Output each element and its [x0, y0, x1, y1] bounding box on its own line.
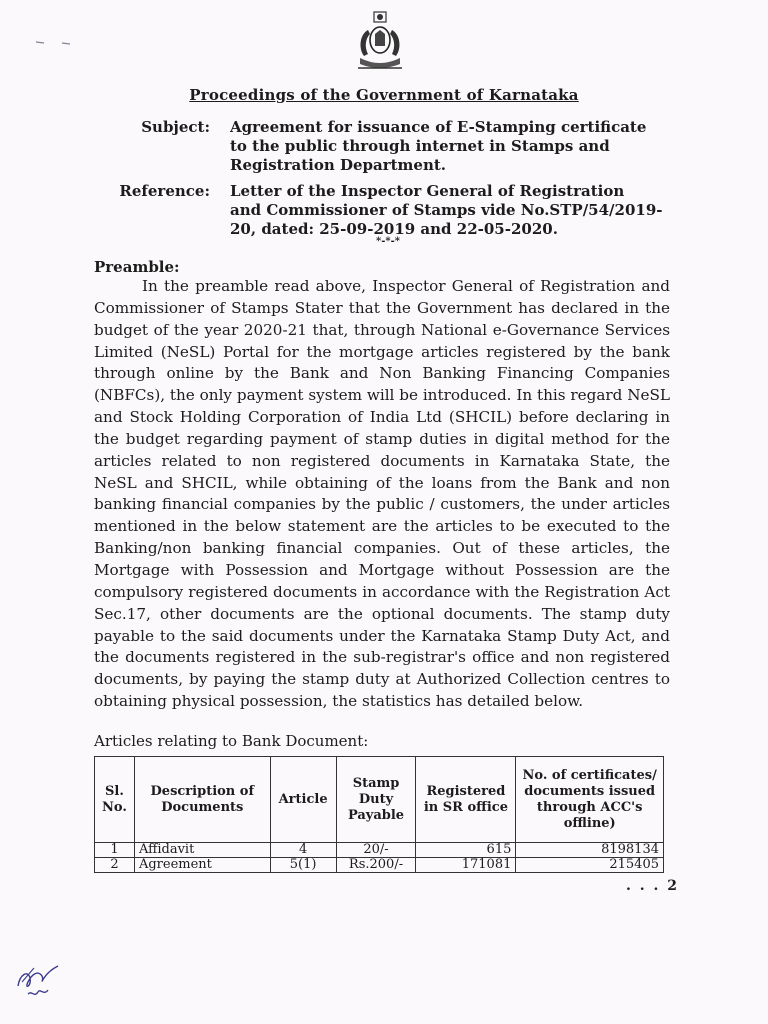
reference-label: Reference:	[119, 182, 210, 200]
subject-line-3: Registration Department.	[230, 156, 447, 174]
subject-line-1: Agreement for issuance of E-Stamping certificate	[230, 118, 647, 136]
cell-description: Agreement	[134, 858, 270, 873]
preamble-heading: Preamble:	[94, 258, 180, 276]
articles-caption: Articles relating to Bank Document:	[94, 732, 369, 750]
cell-certificates: 8198134	[516, 843, 664, 858]
header-registered: Registered in SR office	[416, 757, 516, 843]
cell-stamp-duty: 20/-	[336, 843, 416, 858]
bank-documents-table	[94, 756, 664, 873]
page-continuation: . . . 2	[626, 878, 679, 894]
state-emblem-icon	[346, 8, 414, 76]
header-description: Description of Documents	[134, 757, 270, 843]
cell-certificates: 215405	[516, 858, 664, 873]
cell-sl-no: 2	[95, 858, 135, 873]
cell-article: 5(1)	[270, 858, 336, 873]
cell-stamp-duty: Rs.200/-	[336, 858, 416, 873]
scan-mark	[36, 40, 72, 46]
cell-article: 4	[270, 843, 336, 858]
header-sl-no: Sl. No.	[95, 757, 135, 843]
reference-line-1: Letter of the Inspector General of Registration	[230, 182, 625, 200]
header-article: Article	[270, 757, 336, 843]
cell-registered: 171081	[416, 858, 516, 873]
handwritten-signature-icon	[14, 960, 64, 1002]
header-stamp-duty: Stamp Duty Payable	[336, 757, 416, 843]
page-title: Proceedings of the Government of Karnataka	[189, 86, 579, 104]
cell-sl-no: 1	[95, 843, 135, 858]
reference-line-3: 20, dated: 25-09-2019 and 22-05-2020.	[230, 220, 558, 238]
subject-line-2: to the public through internet in Stamps and	[230, 137, 610, 155]
reference-line-2: and Commissioner of Stamps vide No.STP/54/2019-	[230, 201, 663, 219]
table-row	[95, 843, 664, 858]
section-separator: *-*-*	[376, 236, 400, 247]
table-header-row	[95, 757, 664, 843]
cell-description: Affidavit	[134, 843, 270, 858]
preamble-body: In the preamble read above, Inspector General of Registration and Commissioner of Stamps Stater that the Government has declared in the budget of the year 2020-21 that, through National e-Governance Services Limited (NeSL) Portal for the mortgage articles registered by the bank through online by the Bank and Non Banking Financing Companies (NBFCs), the only payment system will be introduced. In this regard NeSL and Stock Holding Corporation of India Ltd (SHCIL) before declaring in the budget regarding payment of stamp duties in digital method for the articles related to non registered documents in Karnataka State, the NeSL and SHCIL, while obtaining of the loans from the Bank and non banking financial companies by the public / customers, the under articles mentioned in the below statement are the articles to be executed to the Banking/non banking financial companies. Out of these articles, the Mortgage with Possession and Mortgage without Possession are the compulsory registered documents in accordance with the Registration Act Sec.17, other documents are the optional documents. The stamp duty payable to the said documents under the Karnataka Stamp Duty Act, and the documents registered in the sub-registrar's office and non registered documents, by paying the stamp duty at Authorized Collection centres to obtaining physical possession, the statistics has detailed below.	[94, 277, 670, 711]
table-row	[95, 858, 664, 873]
header-certificates: No. of certificates/ documents issued through ACC's offline)	[516, 757, 664, 843]
cell-registered: 615	[416, 843, 516, 858]
subject-label: Subject:	[141, 118, 210, 136]
